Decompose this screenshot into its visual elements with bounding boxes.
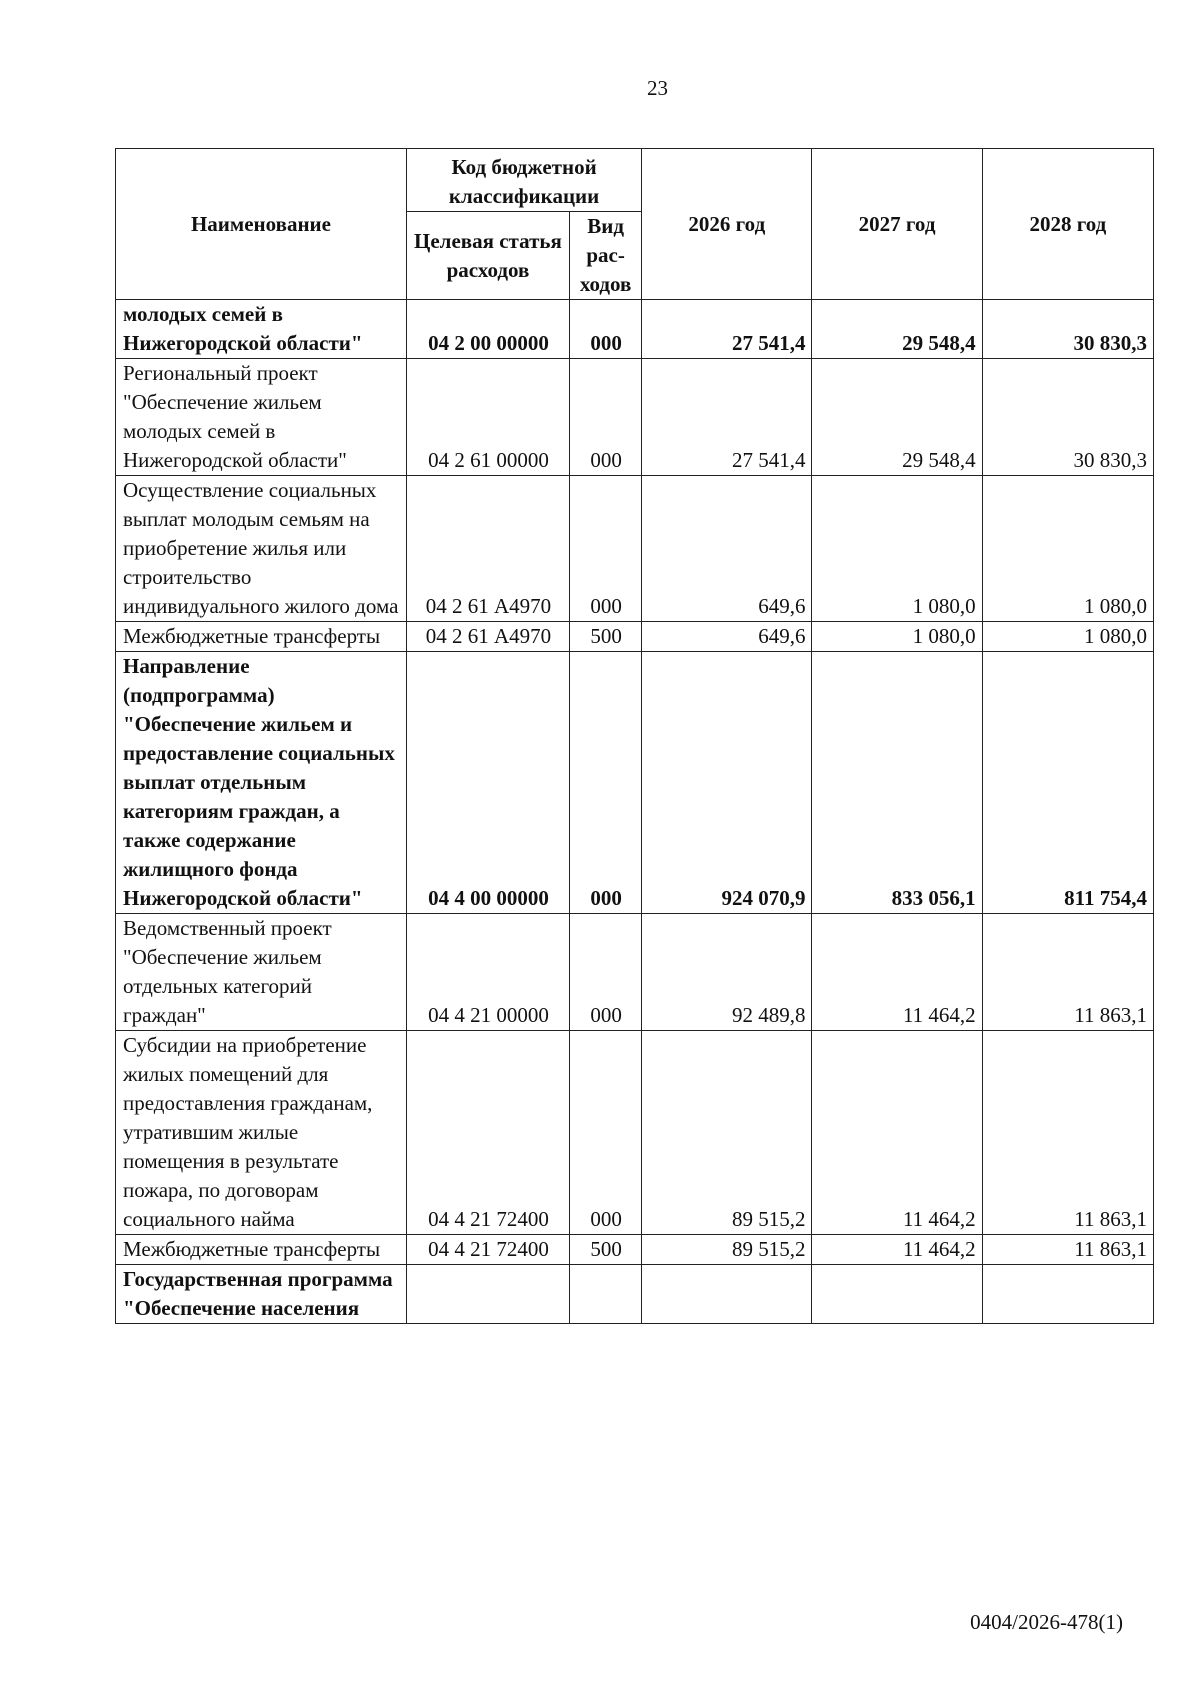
table-row (116, 476, 1154, 622)
row-value-2028: 1 080,0 (982, 622, 1153, 652)
row-value-2028: 11 863,1 (982, 1031, 1153, 1235)
document-number: 0404/2026-478(1) (970, 1610, 1123, 1634)
row-value-2027: 1 080,0 (812, 622, 982, 652)
row-target-article: 04 4 21 00000 (406, 914, 569, 1031)
row-target-article: 04 2 61 А4970 (406, 476, 569, 622)
row-name: молодых семей в Нижегородской области" (116, 300, 407, 359)
header-expense-type: Вид рас-ходов (569, 212, 641, 300)
row-value-2028: 30 830,3 (982, 300, 1153, 359)
row-name: Межбюджетные трансферты (116, 622, 407, 652)
row-value-2027: 833 056,1 (812, 652, 982, 914)
row-value-2026: 89 515,2 (642, 1031, 812, 1235)
table-row (116, 300, 1154, 359)
row-value-2026: 649,6 (642, 622, 812, 652)
row-value-2028: 1 080,0 (982, 476, 1153, 622)
row-expense-type: 500 (569, 1235, 641, 1265)
row-target-article: 04 4 21 72400 (406, 1031, 569, 1235)
page-number: 23 (647, 76, 668, 100)
row-value-2028: 811 754,4 (982, 652, 1153, 914)
row-name: Межбюджетные трансферты (116, 1235, 407, 1265)
header-target-article: Целевая статья расходов (406, 212, 569, 300)
header-year-2028: 2028 год (982, 149, 1153, 300)
row-expense-type: 000 (569, 476, 641, 622)
row-value-2026: 27 541,4 (642, 300, 812, 359)
row-name: Ведомственный проект "Обеспечение жильем отдельных категорий граждан" (116, 914, 407, 1031)
table-row (116, 914, 1154, 1031)
row-value-2027: 29 548,4 (812, 300, 982, 359)
row-value-2027: 11 464,2 (812, 1235, 982, 1265)
row-target-article: 04 4 00 00000 (406, 652, 569, 914)
row-value-2028 (982, 1265, 1153, 1324)
row-expense-type: 000 (569, 359, 641, 476)
row-value-2027: 1 080,0 (812, 476, 982, 622)
row-name: Направление (подпрограмма) "Обеспечение жильем и предоставление социальных выплат отдельным категориям граждан, а также содержание жилищного фонда Нижегородской области" (116, 652, 407, 914)
header-budget-code: Код бюджетной классификации (406, 149, 641, 212)
row-name: Осуществление социальных выплат молодым семьям на приобретение жилья или строительство индивидуального жилого дома (116, 476, 407, 622)
row-value-2026: 89 515,2 (642, 1235, 812, 1265)
row-name: Региональный проект "Обеспечение жильем молодых семей в Нижегородской области" (116, 359, 407, 476)
row-target-article: 04 2 00 00000 (406, 300, 569, 359)
table-row (116, 652, 1154, 914)
row-value-2028: 30 830,3 (982, 359, 1153, 476)
row-value-2028: 11 863,1 (982, 914, 1153, 1031)
row-target-article: 04 2 61 А4970 (406, 622, 569, 652)
row-name: Субсидии на приобретение жилых помещений для предоставления гражданам, утратившим жилые помещения в результате пожара, по договорам социального найма (116, 1031, 407, 1235)
row-expense-type: 000 (569, 914, 641, 1031)
row-expense-type: 000 (569, 300, 641, 359)
row-expense-type: 500 (569, 622, 641, 652)
row-value-2026: 649,6 (642, 476, 812, 622)
table-row (116, 1265, 1154, 1324)
table-row (116, 359, 1154, 476)
row-name: Государственная программа "Обеспечение населения (116, 1265, 407, 1324)
row-value-2027: 11 464,2 (812, 914, 982, 1031)
row-expense-type: 000 (569, 1031, 641, 1235)
budget-table (115, 148, 1154, 1324)
row-value-2028: 11 863,1 (982, 1235, 1153, 1265)
row-value-2027 (812, 1265, 982, 1324)
row-expense-type (569, 1265, 641, 1324)
table-header (116, 149, 1154, 300)
row-value-2027: 29 548,4 (812, 359, 982, 476)
row-value-2026: 924 070,9 (642, 652, 812, 914)
row-target-article: 04 4 21 72400 (406, 1235, 569, 1265)
row-value-2027: 11 464,2 (812, 1031, 982, 1235)
table-row (116, 1235, 1154, 1265)
row-expense-type: 000 (569, 652, 641, 914)
table-body (116, 300, 1154, 1324)
row-target-article (406, 1265, 569, 1324)
row-value-2026: 27 541,4 (642, 359, 812, 476)
header-year-2027: 2027 год (812, 149, 982, 300)
row-value-2026 (642, 1265, 812, 1324)
table-row (116, 1031, 1154, 1235)
row-value-2026: 92 489,8 (642, 914, 812, 1031)
header-name: Наименование (116, 149, 407, 300)
table-row (116, 622, 1154, 652)
header-year-2026: 2026 год (642, 149, 812, 300)
row-target-article: 04 2 61 00000 (406, 359, 569, 476)
